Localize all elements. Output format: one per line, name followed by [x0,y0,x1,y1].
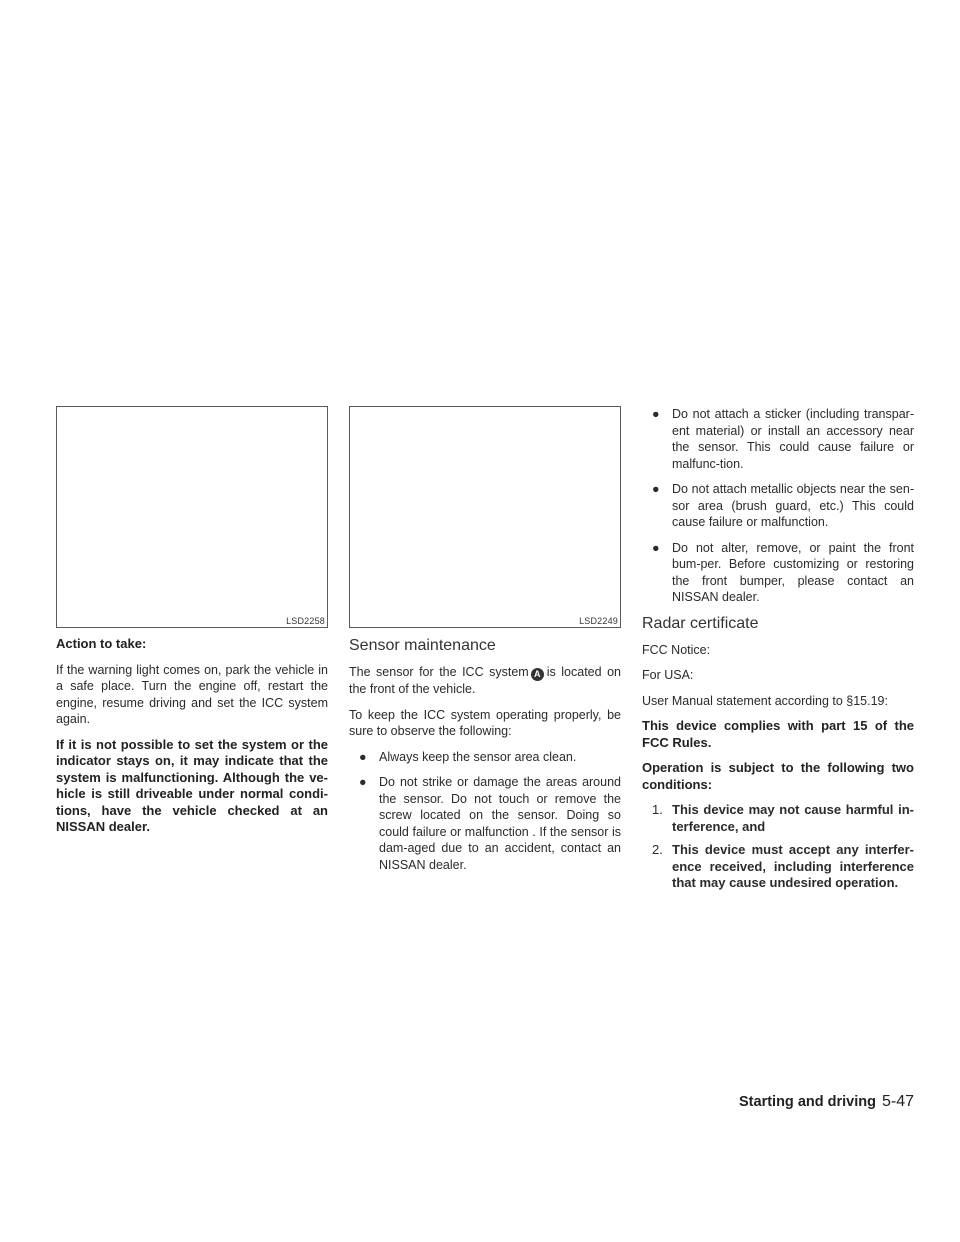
sensor-maintenance-heading: Sensor maintenance [349,637,496,654]
list-item: 2. This device must accept any interfer-ence received, including interference that may cause undesired operation. [652,842,914,890]
list-item: ● Do not attach a sticker (including transpar-ent material) or install an accessory near the sensor. This could cause failure or malfunc-tion. [652,407,914,471]
conditions-statement: Operation is subject to the following two conditions: [642,760,914,792]
maintenance-list [349,749,621,874]
figure-lsd2258 [56,406,328,628]
action-paragraph: If the warning light comes on, park the vehicle in a safe place. Turn the engine off, restart the engine, resume driving and set the ICC system again. [56,662,328,726]
column-2 [349,637,621,882]
section-title: Starting and driving [739,1094,876,1110]
for-usa: For USA: [642,668,694,682]
column-1 [56,636,328,845]
bullet-icon: ● [359,775,367,789]
list-item: ● Do not attach metallic objects near the sen-sor area (brush guard, etc.) This could cause failure or malfunction. [652,482,914,529]
user-manual-statement: User Manual statement according to §15.19: [642,693,888,708]
list-item: 1. This device may not cause harmful in-terference, and [652,802,914,834]
compliance-statement: This device complies with part 15 of the FCC Rules. [642,718,914,750]
conditions-list [642,802,914,892]
sensor-location-paragraph: The sensor for the ICC system A is located on the front of the vehicle. [349,665,621,696]
column-3 [642,406,914,899]
maintenance-list-continued [642,406,914,606]
list-item: ● Do not strike or damage the areas around the sensor. Do not touch or remove the screw located on the sensor. Doing so could failure or malfunction . If the sensor is dam-aged due to an accident, contact an NISSAN dealer. [359,775,621,872]
fcc-notice: FCC Notice: [642,642,711,657]
page-number: 5-47 [881,1093,914,1110]
figure-code: LSD2249 [579,616,618,626]
figure-code: LSD2258 [286,616,325,626]
figure-lsd2249 [349,406,621,628]
list-item: ● Always keep the sensor area clean. [359,749,577,764]
bullet-icon: ● [652,407,660,421]
bullet-icon: ● [652,482,660,496]
callout-a-icon: A [531,668,544,681]
bullet-icon: ● [359,749,367,764]
observe-paragraph: To keep the ICC system operating properly, be sure to observe the following: [349,707,621,738]
list-item: ● Do not alter, remove, or paint the front bum-per. Before customizing or restoring the front bumper, please contact an NISSAN dealer. [652,540,914,604]
bullet-icon: ● [652,540,660,555]
malfunction-warning: If it is not possible to set the system or the indicator stays on, it may indicate that the system is malfunctioning. Although the ve-hicle is still driveable under normal condi-tions, have the vehicle checked at an NISSAN dealer. [56,736,328,834]
radar-certificate-heading: Radar certificate [642,614,759,632]
action-heading: Action to take: [56,636,147,651]
page-footer [739,1093,914,1111]
